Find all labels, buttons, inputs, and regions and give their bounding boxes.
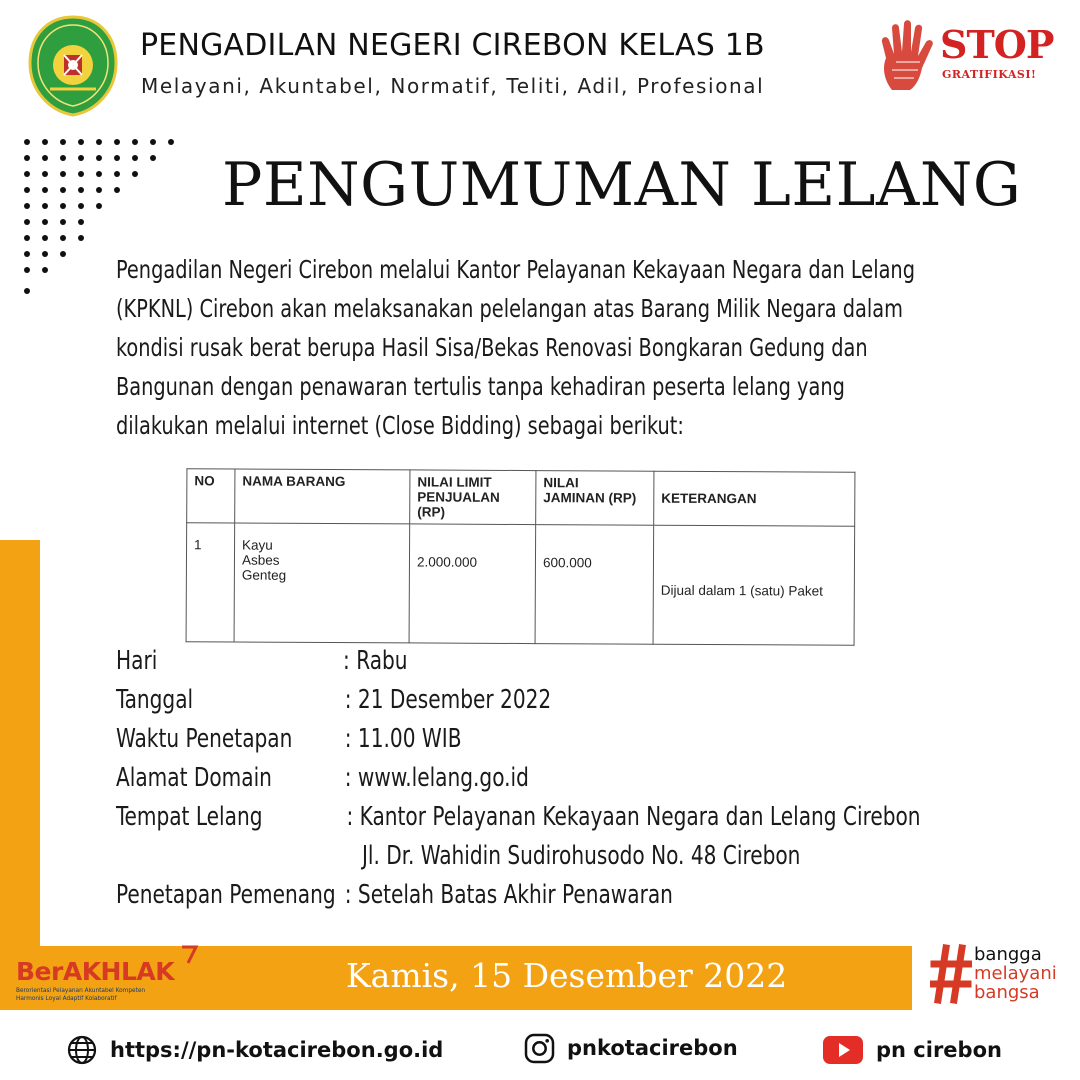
intro-line: (KPKNL) Cirebon akan melaksanakan pelelangan atas Barang Milik Negara dalam (116, 294, 903, 323)
auction-items-table (186, 468, 856, 646)
website-url[interactable]: https://pn-kotacirebon.go.id (110, 1038, 444, 1062)
table-header-row (187, 469, 855, 526)
youtube-channel[interactable]: pn cirebon (876, 1038, 1002, 1062)
gratifikasi-word: GRATIFIKASI! (942, 68, 1037, 81)
instagram-icon (524, 1033, 555, 1064)
detail-label: Alamat Domain (116, 763, 272, 793)
cell-nilai-jaminan: 600.000 (535, 525, 654, 645)
footer-website[interactable] (66, 1030, 443, 1070)
announcement-title: PENGUMUMAN LELANG (222, 150, 1022, 220)
stop-word: STOP (940, 22, 1054, 67)
court-emblem-icon (28, 15, 118, 117)
cell-nilai-limit: 2.000.000 (409, 524, 536, 644)
bangga-melayani-bangsa-logo (930, 944, 1075, 1010)
header-line: NILAI (543, 475, 579, 491)
header-line: (RP) (417, 504, 446, 520)
cell-no: 1 (186, 523, 235, 642)
youtube-icon (822, 1035, 864, 1065)
header-line: NILAI LIMIT (417, 474, 492, 490)
detail-label: Hari (116, 646, 158, 676)
header-nama-barang: NAMA BARANG (235, 469, 410, 524)
detail-value: : 11.00 WIB (344, 724, 462, 754)
detail-value: : Setelah Batas Akhir Penawaran (344, 880, 673, 910)
berakhlak-logo (14, 945, 204, 1007)
header-nilai-limit (410, 470, 536, 525)
instagram-handle[interactable]: pnkotacirebon (567, 1036, 738, 1060)
header-line: PENJUALAN (417, 489, 500, 505)
intro-line: Bangunan dengan penawaran tertulis tanpa kehadiran peserta lelang yang (116, 372, 845, 401)
berakhlak-wordmark: BerAKHLAK (16, 957, 175, 986)
hand-print-icon (878, 20, 940, 92)
detail-value: : Rabu (343, 646, 408, 676)
header-line: JAMINAN (RP) (543, 490, 637, 506)
footer-youtube[interactable] (822, 1030, 1002, 1070)
detail-value: : 21 Desember 2022 (344, 685, 552, 715)
bangsa-word: bangsa (974, 982, 1040, 1003)
stop-gratifikasi-badge (878, 20, 1058, 95)
detail-value: : www.lelang.go.id (344, 763, 529, 793)
detail-label: Waktu Penetapan (116, 724, 293, 754)
footer-instagram[interactable] (524, 1028, 738, 1068)
melayani-word: melayani (974, 963, 1057, 984)
intro-line: Pengadilan Negeri Cirebon melalui Kantor Pelayanan Kekayaan Negara dan Lelang (116, 255, 915, 284)
globe-icon (66, 1034, 98, 1066)
cell-nama-barang (234, 523, 410, 643)
intro-line: dilakukan melalui internet (Close Bidding) sebagai berikut: (116, 411, 684, 440)
chevron-right-icon (178, 945, 202, 965)
detail-value: : Kantor Pelayanan Kekayaan Negara dan Lelang Cirebon (346, 802, 921, 832)
court-motto: Melayani, Akuntabel, Normatif, Teliti, Adil, Profesional (141, 74, 765, 98)
table-row (186, 523, 855, 645)
detail-label: Penetapan Pemenang (116, 880, 336, 910)
hashtag-icon (930, 944, 972, 1004)
court-name: PENGADILAN NEGERI CIREBON KELAS 1B (140, 28, 765, 63)
cell-keterangan: Dijual dalam 1 (satu) Paket (653, 525, 855, 645)
item-name: Kayu (242, 537, 273, 553)
berakhlak-tagline: Harmonis Loyal Adaptif Kolaboratif (16, 996, 117, 1002)
item-name: Genteg (241, 567, 287, 583)
header-nilai-jaminan (536, 471, 654, 526)
detail-label: Tempat Lelang (116, 802, 263, 832)
orange-side-accent (0, 540, 40, 1010)
intro-paragraph (116, 250, 967, 445)
intro-line: kondisi rusak berat berupa Hasil Sisa/Bekas Renovasi Bongkaran Gedung dan (116, 333, 868, 362)
bangga-word: bangga (974, 944, 1042, 965)
berakhlak-tagline: Berorientasi Pelayanan Akuntabel Kompeten (16, 988, 146, 994)
item-name: Asbes (241, 552, 280, 568)
detail-value: Jl. Dr. Wahidin Sudirohusodo No. 48 Cirebon (361, 841, 801, 871)
detail-label: Tanggal (116, 685, 194, 715)
header-no: NO (187, 469, 235, 523)
header-keterangan: KETERANGAN (654, 471, 855, 526)
announcement-date: Kamis, 15 Desember 2022 (346, 956, 788, 995)
